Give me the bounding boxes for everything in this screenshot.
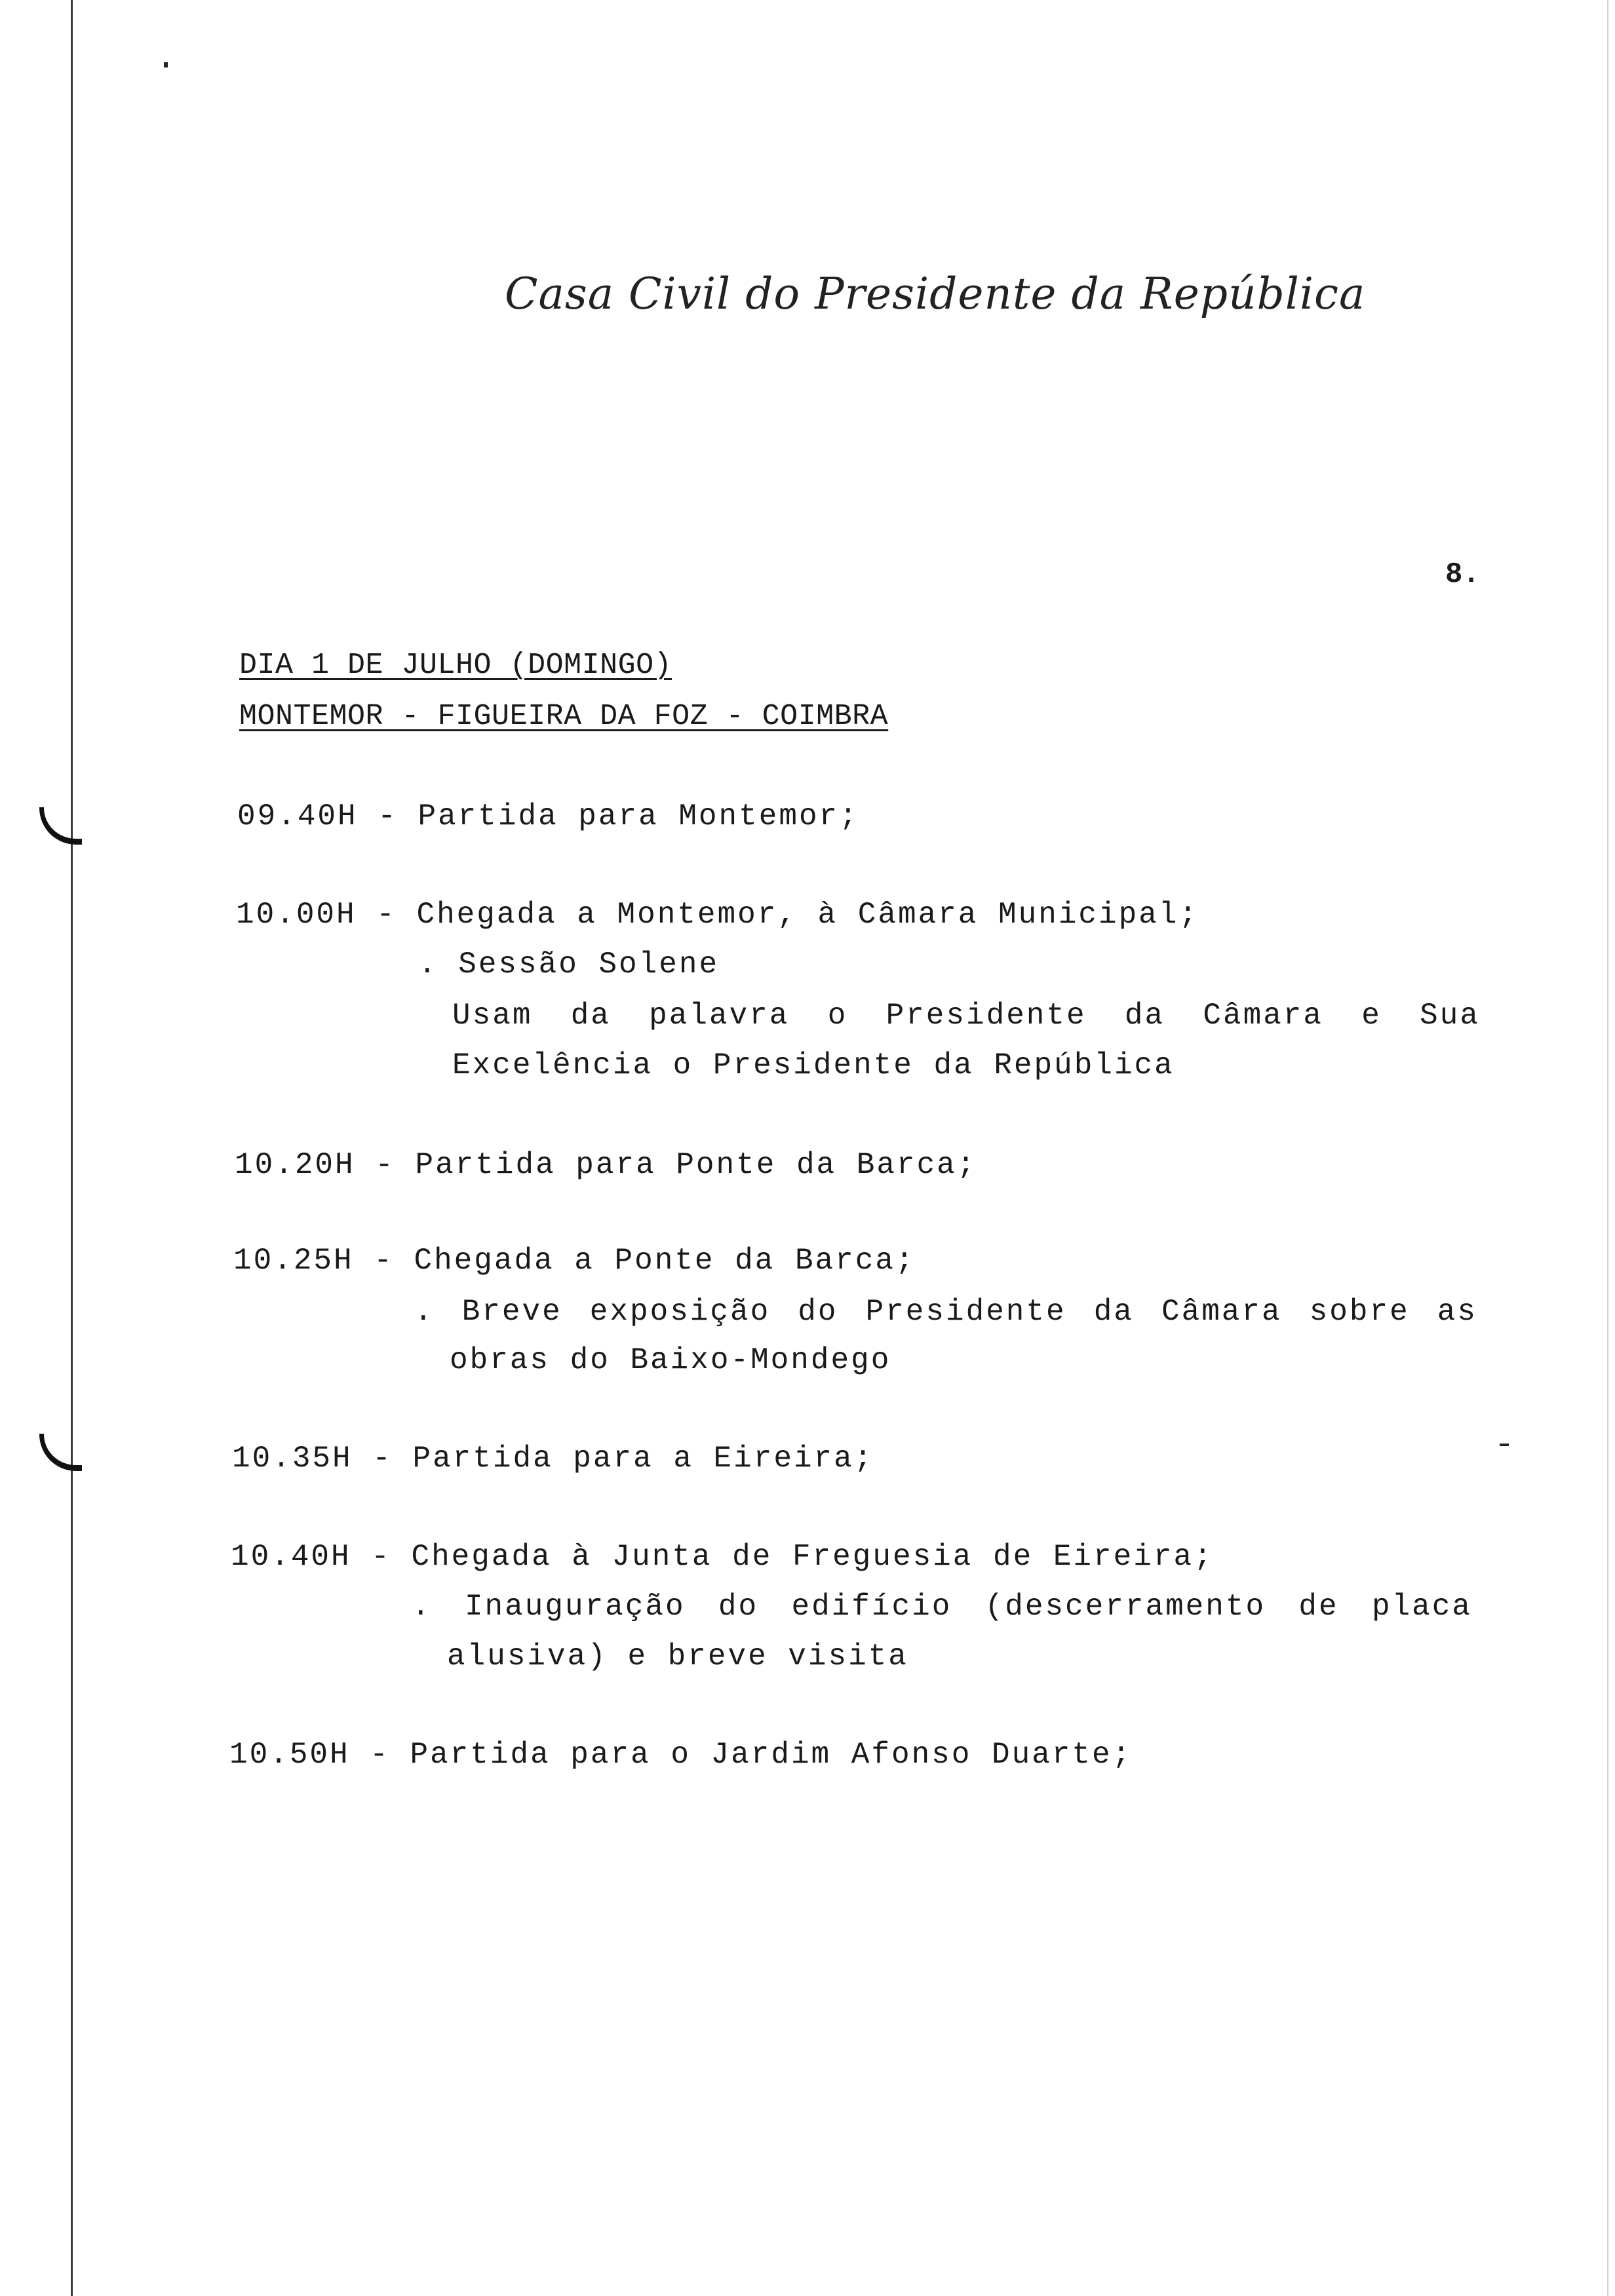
entry-text: Partida para Montemor; xyxy=(418,799,859,833)
entry-bullet: . Inauguração do edifício (descerramento de placa xyxy=(412,1590,1472,1624)
schedule-entry: 10.25H - Chegada a Ponte da Barca; xyxy=(233,1244,916,1278)
entry-text: Chegada à Junta de Freguesia de Eireira; xyxy=(411,1540,1214,1574)
entry-text: Chegada a Ponte da Barca; xyxy=(414,1244,916,1278)
entry-detail: Usam da palavra o Presidente da Câmara e Sua xyxy=(452,999,1480,1033)
entry-time: 09.40H xyxy=(237,799,358,833)
entry-text: Partida para Ponte da Barca; xyxy=(415,1148,977,1182)
page-edge xyxy=(1607,0,1608,2296)
entry-text: Partida para a Eireira; xyxy=(412,1442,874,1476)
schedule-entry: 10.40H - Chegada à Junta de Freguesia de Eireira; xyxy=(231,1540,1214,1574)
punch-hole-mark xyxy=(39,1434,82,1471)
schedule-entry: 09.40H - Partida para Montemor; xyxy=(237,799,859,833)
entry-time: 10.25H xyxy=(233,1244,354,1278)
schedule-entry: 10.35H - Partida para a Eireira; xyxy=(232,1442,874,1476)
day-heading: DIA 1 DE JULHO (DOMINGO) xyxy=(239,649,672,682)
entry-time: 10.50H xyxy=(229,1738,350,1772)
entry-text: Partida para o Jardim Afonso Duarte; xyxy=(410,1738,1133,1772)
binder-line xyxy=(71,0,73,2296)
schedule-entry: 10.20H - Partida para Ponte da Barca; xyxy=(235,1148,977,1182)
speck xyxy=(164,62,168,67)
speck xyxy=(1500,1444,1509,1446)
page-number: 8. xyxy=(1445,558,1480,591)
entry-detail: alusiva) e breve visita xyxy=(447,1639,908,1674)
entry-time: 10.20H xyxy=(235,1148,355,1182)
entry-detail: Excelência o Presidente da República xyxy=(452,1048,1175,1082)
entry-time: 10.35H xyxy=(232,1442,353,1476)
entry-time: 10.40H xyxy=(231,1540,351,1574)
entry-text: Chegada a Montemor, à Câmara Municipal; xyxy=(416,898,1199,932)
entry-time: 10.00H xyxy=(236,898,357,932)
schedule-entry: 10.50H - Partida para o Jardim Afonso Duarte; xyxy=(229,1738,1133,1772)
entry-bullet: . Sessão Solene xyxy=(418,947,720,982)
schedule-entry: 10.00H - Chegada a Montemor, à Câmara Municipal; xyxy=(236,898,1199,932)
entry-bullet: . Breve exposição do Presidente da Câmara sobre as xyxy=(414,1295,1477,1329)
letterhead: Casa Civil do Presidente da República xyxy=(505,269,1366,319)
route-heading: MONTEMOR - FIGUEIRA DA FOZ - COIMBRA xyxy=(239,700,889,733)
punch-hole-mark xyxy=(39,807,82,845)
entry-detail: obras do Baixo-Mondego xyxy=(450,1343,891,1377)
